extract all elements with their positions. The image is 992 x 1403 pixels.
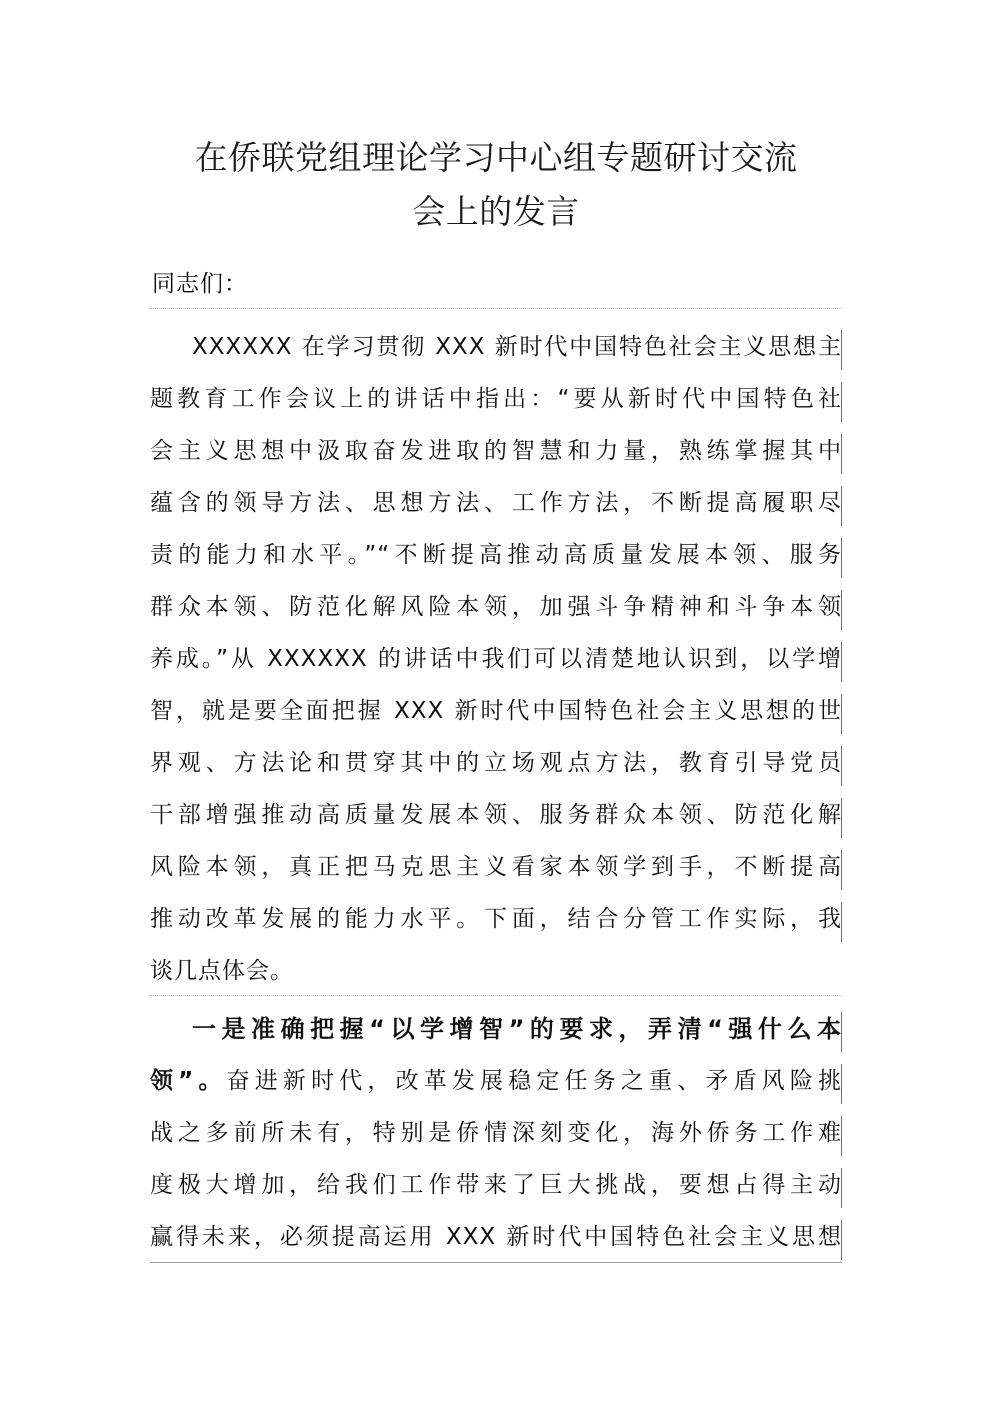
paragraph-1-line: 群众本领、防范化解风险本领，加强斗争精神和斗争本领 <box>150 594 842 620</box>
section-heading-tail: 领”。 <box>150 1068 227 1094</box>
paragraph-2-line: 度极大增加，给我们工作带来了巨大挑战，要想占得主动 <box>150 1172 842 1198</box>
paragraph-1-line: 养成。”从 XXXXXX 的讲话中我们可以清楚地认识到，以学增 <box>150 646 842 672</box>
paragraph-separator <box>150 308 842 309</box>
paragraph-2-line: 战之多前所未有，特别是侨情深刻变化，海外侨务工作难 <box>150 1120 842 1146</box>
paragraph-1-line: 推动改革发展的能力水平。下面，结合分管工作实际，我 <box>150 906 842 932</box>
paragraph-1-line: 谈几点体会。 <box>150 958 294 984</box>
paragraph-1-line: 责的能力和水平。”“不断提高推动高质量发展本领、服务 <box>150 542 842 568</box>
paragraph-2-line: 赢得未来，必须提高运用 XXX 新时代中国特色社会主义思想 <box>150 1224 842 1250</box>
paragraph-2-text: 奋进新时代，改革发展稳定任务之重、矛盾风险挑 <box>226 1068 842 1094</box>
greeting: 同志们： <box>152 271 248 297</box>
paragraph-1-line: 风险本领，真正把马克思主义看家本领学到手，不断提高 <box>150 854 842 880</box>
document-title-line-2: 会上的发言 <box>412 192 580 231</box>
page-bottom-rule <box>150 1262 842 1263</box>
paragraph-1-line: XXXXXX 在学习贯彻 XXX 新时代中国特色社会主义思想主 <box>192 334 842 360</box>
paragraph-1-line: 界观、方法论和贯穿其中的立场观点方法，教育引导党员 <box>150 750 842 776</box>
paragraph-2-line <box>150 1066 842 1100</box>
paragraph-1-line: 题教育工作会议上的讲话中指出：“要从新时代中国特色社 <box>150 386 842 412</box>
paragraph-1-line: 干部增强推动高质量发展本领、服务群众本领、防范化解 <box>150 802 842 828</box>
document-title-line-1: 在侨联党组理论学习中心组专题研讨交流 <box>194 138 798 177</box>
paragraph-1-line: 智，就是要全面把握 XXX 新时代中国特色社会主义思想的世 <box>150 698 842 724</box>
paragraph-1-line: 会主义思想中汲取奋发进取的智慧和力量，熟练掌握其中 <box>150 438 842 464</box>
section-heading-line: 一是准确把握“以学增智”的要求，弄清“强什么本 <box>192 1015 842 1043</box>
paragraph-separator <box>150 995 842 996</box>
paragraph-1-line: 蕴含的领导方法、思想方法、工作方法，不断提高履职尽 <box>150 490 842 516</box>
